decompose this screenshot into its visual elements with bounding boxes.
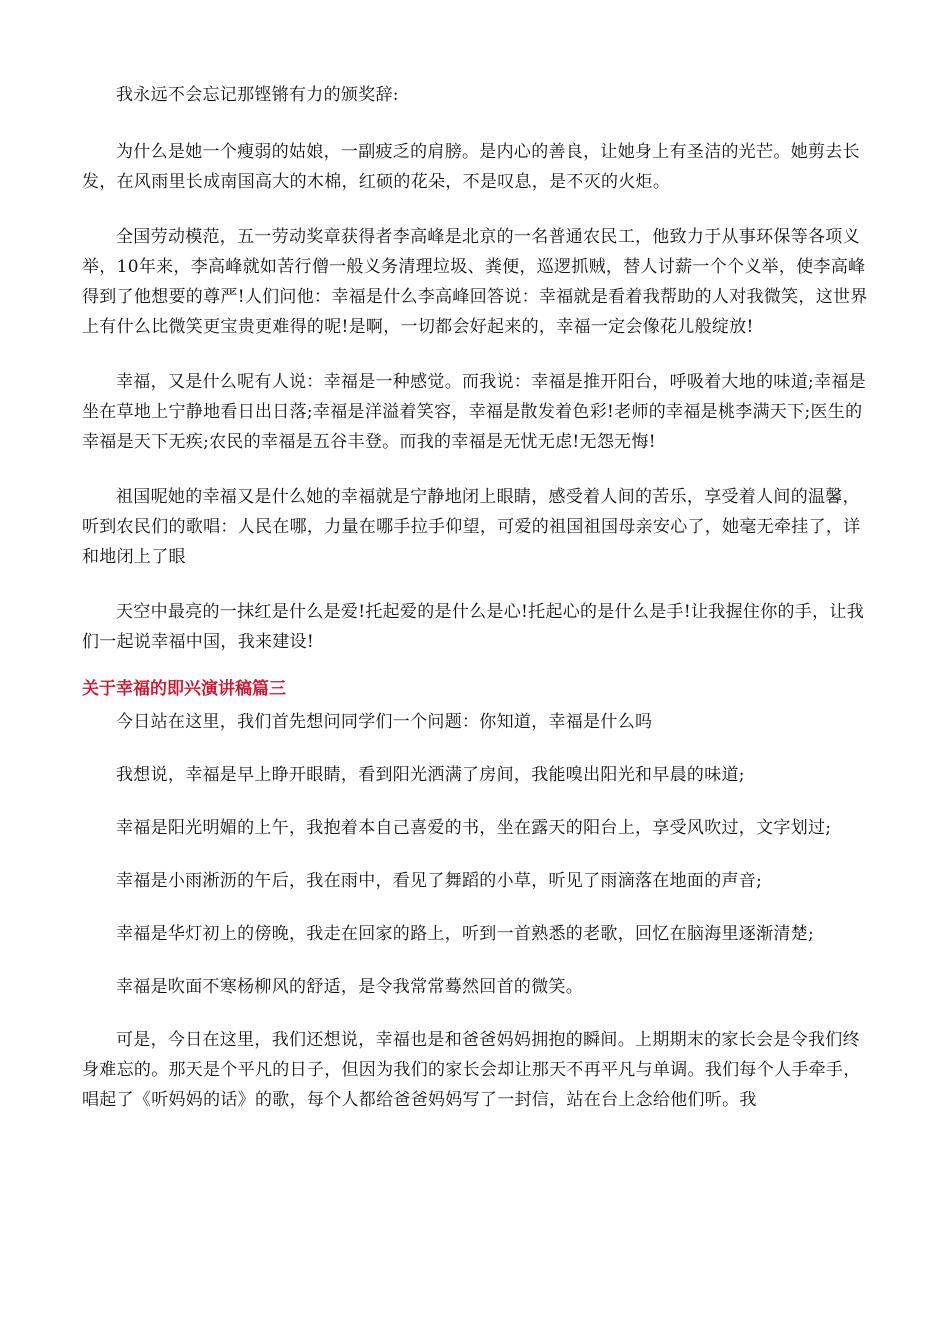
paragraph-evening: 幸福是华灯初上的傍晚，我走在回家的路上，听到一首熟悉的老歌，回忆在脑海里逐渐清楚; bbox=[116, 924, 815, 944]
paragraph-brightest-red: 天空中最亮的一抹红是什么是爱!托起爱的是什么是心!托起心的是什么是手!让我握住你的手，让我们一起说幸福中国，我来建设! bbox=[82, 602, 864, 652]
paragraph-smile: 幸福是吹面不寒杨柳风的舒适，是令我常常蓦然回首的微笑。 bbox=[116, 977, 584, 997]
paragraph-award-intro: 我永远不会忘记那铿锵有力的颁奖辞: bbox=[116, 85, 399, 105]
paragraph-morning: 我想说，幸福是早上睁开眼睛，看到阳光洒满了房间，我能嗅出阳光和早晨的味道; bbox=[116, 765, 745, 785]
paragraph-li-gaofeng: 全国劳动模范，五一劳动奖章获得者李高峰是北京的一名普通农民工，他致力于从事环保等各项义举，10年来，李高峰就如苦行僧一般义务清理垃圾、粪便，巡逻抓贼，替人讨薪一个个义举，使李高峰得到了他想要的尊严!人们问他：幸福是什么李高峰回答说：幸福就是看着我帮助的人对我微笑，这世界上有什么比微笑更宝贵更难得的呢!是啊，一切都会好起来的，幸福一定会像花儿般绽放! bbox=[82, 227, 868, 337]
paragraph-motherland: 祖国呢她的幸福又是什么她的幸福就是宁静地闭上眼睛，感受着人间的苦乐，享受着人间的温馨，听到农民们的歌唱：人民在哪，力量在哪手拉手仰望，可爱的祖国祖国母亲安心了，她毫无牵挂了，详和地闭上了眼 bbox=[82, 487, 861, 567]
section-heading: 关于幸福的即兴演讲稿篇三 bbox=[82, 679, 286, 699]
paragraph-parents: 可是，今日在这里，我们还想说，幸福也是和爸爸妈妈拥抱的瞬间。上期期末的家长会是令我们终身难忘的。那天是个平凡的日子，但因为我们的家长会却让那天不再平凡与单调。我们每个人手牵手，唱起了《听妈妈的话》的歌，每个人都给爸爸妈妈写了一封信，站在台上念给他们听。我 bbox=[82, 1030, 861, 1110]
paragraph-award-speech: 为什么是她一个瘦弱的姑娘，一副疲乏的肩膀。是内心的善良，让她身上有圣洁的光芒。她剪去长发，在风雨里长成南国高大的木棉，红硕的花朵，不是叹息，是不灭的火炬。 bbox=[82, 142, 860, 192]
paragraph-afternoon: 幸福是小雨淅沥的午后，我在雨中，看见了舞蹈的小草，听见了雨滴落在地面的声音; bbox=[116, 871, 763, 891]
paragraph-question: 今日站在这里，我们首先想问同学们一个问题：你知道，幸福是什么吗 bbox=[116, 712, 653, 732]
paragraph-what-is-happiness: 幸福，又是什么呢有人说：幸福是一种感觉。而我说：幸福是推开阳台，呼吸着大地的味道;幸福是坐在草地上宁静地看日出日落;幸福是洋溢着笑容，幸福是散发着色彩!老师的幸福是桃李满天下;医生的幸福是天下无疾;农民的幸福是五谷丰登。而我的幸福是无忧无虑!无怨无悔! bbox=[82, 372, 866, 452]
paragraph-forenoon: 幸福是阳光明媚的上午，我抱着本自己喜爱的书，坐在露天的阳台上，享受风吹过，文字划过; bbox=[116, 818, 832, 838]
